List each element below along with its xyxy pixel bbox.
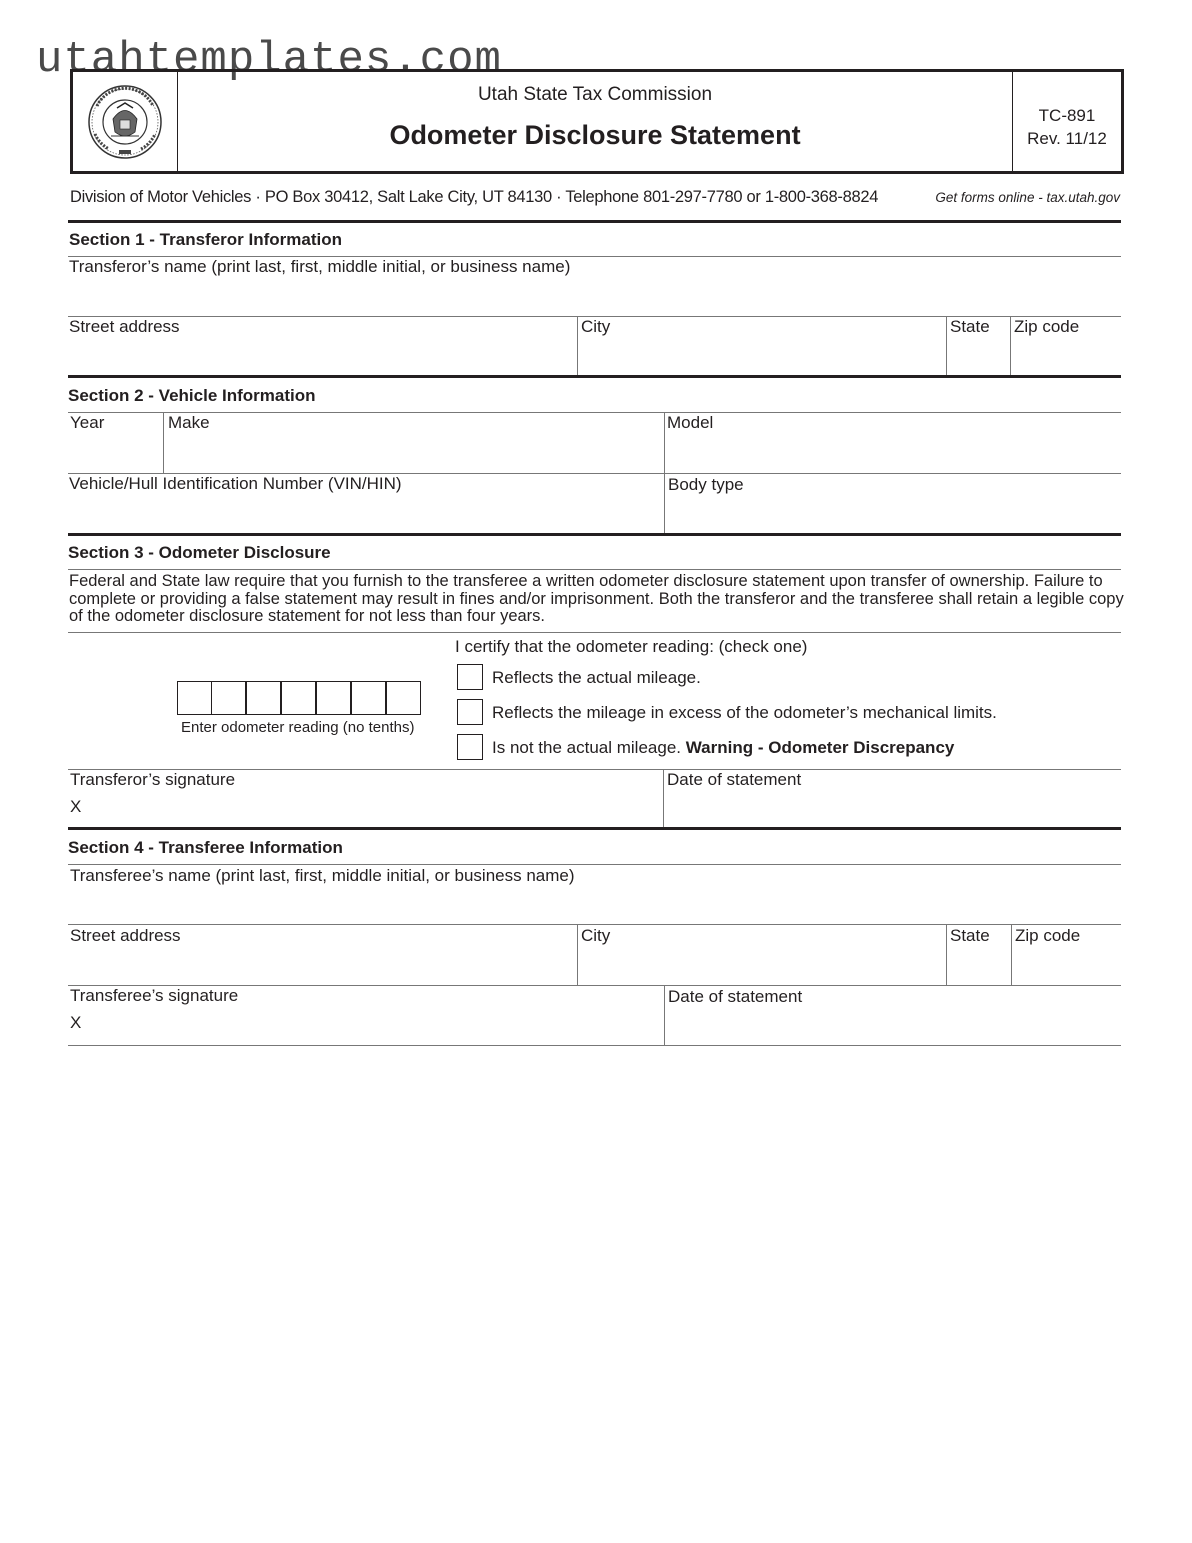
vehicle-make-field[interactable]: Make xyxy=(168,413,210,432)
section3-heading: Section 3 - Odometer Disclosure xyxy=(68,543,331,562)
odometer-digit-box[interactable] xyxy=(316,681,351,715)
online-note: Get forms online - tax.utah.gov xyxy=(935,190,1120,205)
vehicle-model-field[interactable]: Model xyxy=(667,413,714,432)
transferor-name-field[interactable]: Transferor’s name (print last, first, middle initial, or business name) xyxy=(69,257,571,276)
transferee-date-field[interactable]: Date of statement xyxy=(668,987,803,1006)
transferor-street-field[interactable]: Street address xyxy=(69,317,180,336)
divider xyxy=(68,632,1121,633)
section1-heading: Section 1 - Transferor Information xyxy=(69,230,342,249)
odometer-caption: Enter odometer reading (no tenths) xyxy=(181,719,415,736)
odometer-digit-box[interactable] xyxy=(386,681,421,715)
actual-mileage-label: Reflects the actual mileage. xyxy=(492,668,701,687)
divider xyxy=(68,412,1121,413)
divider xyxy=(68,533,1121,536)
field-divider xyxy=(1011,924,1012,985)
field-divider xyxy=(946,924,947,985)
legal-notice: Federal and State law require that you furnish to the transferee a written odometer disclosure statement upon transfer of ownership. Failure to complete or providing a false statement may result in fines and/or imprisonment. Both the transferor and the transferee shall retain a legible copy of the odometer disclosure statement for not less than four years. xyxy=(69,572,1124,625)
transferee-signature-field[interactable]: Transferee’s signature xyxy=(70,986,239,1005)
divider xyxy=(68,827,1121,830)
odometer-digit-box[interactable] xyxy=(177,681,212,715)
transferee-street-field[interactable]: Street address xyxy=(70,926,181,945)
odometer-digit-box[interactable] xyxy=(281,681,316,715)
field-divider xyxy=(946,316,947,375)
odometer-digit-box[interactable] xyxy=(351,681,386,715)
field-divider xyxy=(664,985,665,1046)
vehicle-year-field[interactable]: Year xyxy=(70,413,105,432)
odometer-digit-box[interactable] xyxy=(211,681,246,715)
field-divider xyxy=(1010,316,1011,375)
transferor-state-field[interactable]: State xyxy=(950,317,990,336)
transferor-date-field[interactable]: Date of statement xyxy=(667,770,802,789)
transferee-state-field[interactable]: State xyxy=(950,926,990,945)
transferor-city-field[interactable]: City xyxy=(581,317,611,336)
divider xyxy=(68,569,1121,570)
agency-address: Division of Motor Vehicles · PO Box 30412, Salt Lake City, UT 84130 · Telephone 801-297-7780 or 1-800-368-8824 xyxy=(70,188,879,206)
field-divider xyxy=(163,412,164,473)
form-header xyxy=(70,69,1124,174)
form-number: TC-891 xyxy=(1038,106,1096,125)
agency-name: Utah State Tax Commission xyxy=(477,84,713,105)
divider xyxy=(68,1045,1121,1046)
exceeds-limits-checkbox[interactable] xyxy=(457,699,483,725)
divider xyxy=(68,375,1121,378)
certify-label: I certify that the odometer reading: (check one) xyxy=(455,637,808,656)
form-revision: Rev. 11/12 xyxy=(1027,129,1107,148)
section2-heading: Section 2 - Vehicle Information xyxy=(68,386,316,405)
odometer-digit-box[interactable] xyxy=(246,681,281,715)
body-type-field[interactable]: Body type xyxy=(668,475,744,494)
field-divider xyxy=(663,769,664,828)
not-actual-checkbox[interactable] xyxy=(457,734,483,760)
field-divider xyxy=(577,316,578,375)
transferor-signature-field[interactable]: Transferor’s signature xyxy=(70,770,236,789)
transferee-zip-field[interactable]: Zip code xyxy=(1015,926,1081,945)
form-id-cell xyxy=(1012,72,1121,171)
signature-mark: X xyxy=(70,797,82,816)
state-seal-icon xyxy=(73,72,177,171)
divider xyxy=(68,924,1121,925)
seal-cell xyxy=(73,72,178,171)
transferor-zip-field[interactable]: Zip code xyxy=(1014,317,1080,336)
discrepancy-warning: Warning - Odometer Discrepancy xyxy=(685,738,955,757)
vin-field[interactable]: Vehicle/Hull Identification Number (VIN/HIN) xyxy=(69,474,402,493)
transferee-city-field[interactable]: City xyxy=(581,926,611,945)
form-id xyxy=(1013,104,1121,150)
page-title: Odometer Disclosure Statement xyxy=(389,120,801,150)
actual-mileage-checkbox[interactable] xyxy=(457,664,483,690)
exceeds-limits-label: Reflects the mileage in excess of the odometer’s mechanical limits. xyxy=(492,703,997,722)
section4-heading: Section 4 - Transferee Information xyxy=(68,838,343,857)
divider xyxy=(68,864,1121,865)
watermark-text: utahtemplates.com xyxy=(36,35,502,85)
transferee-name-field[interactable]: Transferee’s name (print last, first, middle initial, or business name) xyxy=(70,866,575,885)
not-actual-text: Is not the actual mileage. xyxy=(492,738,682,757)
field-divider xyxy=(577,924,578,985)
signature-mark: X xyxy=(70,1013,82,1032)
not-actual-label xyxy=(492,738,954,758)
divider xyxy=(68,220,1121,223)
